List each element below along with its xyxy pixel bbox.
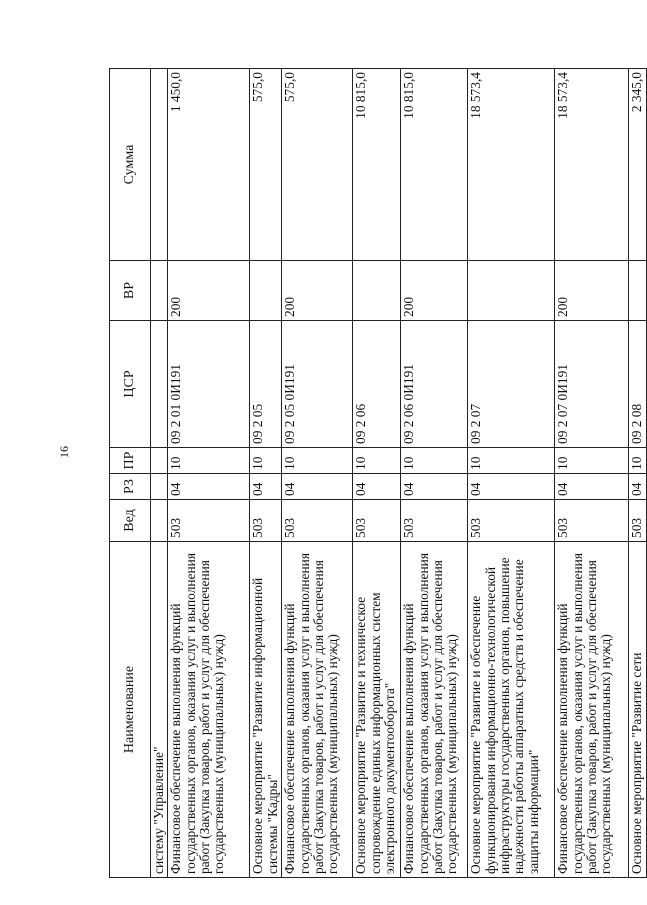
table-row [353, 69, 401, 878]
cell-vr: 200 [401, 261, 468, 321]
cell-pr: 10 [555, 448, 629, 474]
cell-csr: 09 2 01 0И191 [168, 321, 250, 448]
cell-pr: 10 [282, 448, 353, 474]
cell-name: Основное мероприятие "Развитие информационной системы "Кадры" [250, 542, 282, 878]
cell-rz: 04 [282, 474, 353, 500]
cell-rz: 04 [250, 474, 282, 500]
cell-ved: 503 [250, 500, 282, 542]
cell-rz: 04 [353, 474, 401, 500]
table-row [151, 69, 168, 878]
cell-ved: 503 [401, 500, 468, 542]
header-rz: РЗ [110, 474, 151, 500]
cell-csr [151, 321, 168, 448]
cell-pr: 10 [468, 448, 555, 474]
cell-pr [151, 448, 168, 474]
cell-vr [353, 261, 401, 321]
cell-name: систему "Управление" [151, 542, 168, 878]
cell-sum [151, 69, 168, 261]
header-sum: Сумма [110, 69, 151, 261]
cell-pr: 10 [250, 448, 282, 474]
cell-vr: 200 [282, 261, 353, 321]
cell-name: Финансовое обеспечение выполнения функций государственных органов, оказания услуг и выполнения работ (Закупка товаров, работ и услуг для обеспечения государственных (муниципальных) нужд) [401, 542, 468, 878]
cell-name: Основное мероприятие "Развитие и обеспечение функционирования информационно-технологической инфраструктуры государственных органов, повышение надежности работы аппаратных средств и обеспечение защиты информации" [468, 542, 555, 878]
cell-vr: 200 [555, 261, 629, 321]
cell-rz: 04 [468, 474, 555, 500]
cell-rz: 04 [401, 474, 468, 500]
cell-name: Основное мероприятие "Развитие и техническое сопровождение единых информационных систем электронного документооборота" [353, 542, 401, 878]
table-row [282, 69, 353, 878]
cell-csr: 09 2 08 [629, 321, 646, 448]
cell-name: Финансовое обеспечение выполнения функций государственных органов, оказания услуг и выполнения работ (Закупка товаров, работ и услуг для обеспечения государственных (муниципальных) нужд) [282, 542, 353, 878]
cell-name: Финансовое обеспечение выполнения функций государственных органов, оказания услуг и выполнения работ (Закупка товаров, работ и услуг для обеспечения государственных (муниципальных) нужд) [168, 542, 250, 878]
cell-vr [250, 261, 282, 321]
header-ved: Вед [110, 500, 151, 542]
table-row [250, 69, 282, 878]
table-row [468, 69, 555, 878]
cell-ved: 503 [555, 500, 629, 542]
cell-vr: 200 [168, 261, 250, 321]
table-row [629, 69, 646, 878]
cell-sum: 575,0 [250, 69, 282, 261]
cell-ved: 503 [353, 500, 401, 542]
cell-sum: 10 815,0 [353, 69, 401, 261]
cell-sum: 1 450,0 [168, 69, 250, 261]
cell-csr: 09 2 06 0И191 [401, 321, 468, 448]
cell-pr: 10 [629, 448, 646, 474]
cell-sum: 575,0 [282, 69, 353, 261]
cell-pr: 10 [401, 448, 468, 474]
cell-rz: 04 [168, 474, 250, 500]
header-row [110, 69, 151, 878]
header-vr: ВР [110, 261, 151, 321]
cell-csr: 09 2 05 0И191 [282, 321, 353, 448]
cell-vr [468, 261, 555, 321]
cell-vr [151, 261, 168, 321]
cell-csr: 09 2 07 0И191 [555, 321, 629, 448]
cell-rz [151, 474, 168, 500]
header-name: Наименование [110, 542, 151, 878]
table-row [401, 69, 468, 878]
table-row [168, 69, 250, 878]
table-row [555, 69, 629, 878]
cell-ved [151, 500, 168, 542]
header-csr: ЦСР [110, 321, 151, 448]
cell-csr: 09 2 05 [250, 321, 282, 448]
cell-sum: 10 815,0 [401, 69, 468, 261]
cell-ved: 503 [468, 500, 555, 542]
cell-rz: 04 [629, 474, 646, 500]
cell-sum: 18 573,4 [555, 69, 629, 261]
budget-table [109, 68, 647, 878]
cell-pr: 10 [353, 448, 401, 474]
cell-ved: 503 [168, 500, 250, 542]
cell-vr [629, 261, 646, 321]
cell-name: Основное мероприятие "Развитие сети [629, 542, 646, 878]
page-number: 16 [57, 446, 71, 458]
table-wrapper [109, 69, 645, 878]
cell-sum: 2 345,0 [629, 69, 646, 261]
cell-csr: 09 2 06 [353, 321, 401, 448]
header-pr: ПР [110, 448, 151, 474]
cell-ved: 503 [629, 500, 646, 542]
cell-pr: 10 [168, 448, 250, 474]
cell-ved: 503 [282, 500, 353, 542]
cell-rz: 04 [555, 474, 629, 500]
cell-csr: 09 2 07 [468, 321, 555, 448]
cell-sum: 18 573,4 [468, 69, 555, 261]
cell-name: Финансовое обеспечение выполнения функций государственных органов, оказания услуг и выполнения работ (Закупка товаров, работ и услуг для обеспечения государственных (муниципальных) нужд) [555, 542, 629, 878]
